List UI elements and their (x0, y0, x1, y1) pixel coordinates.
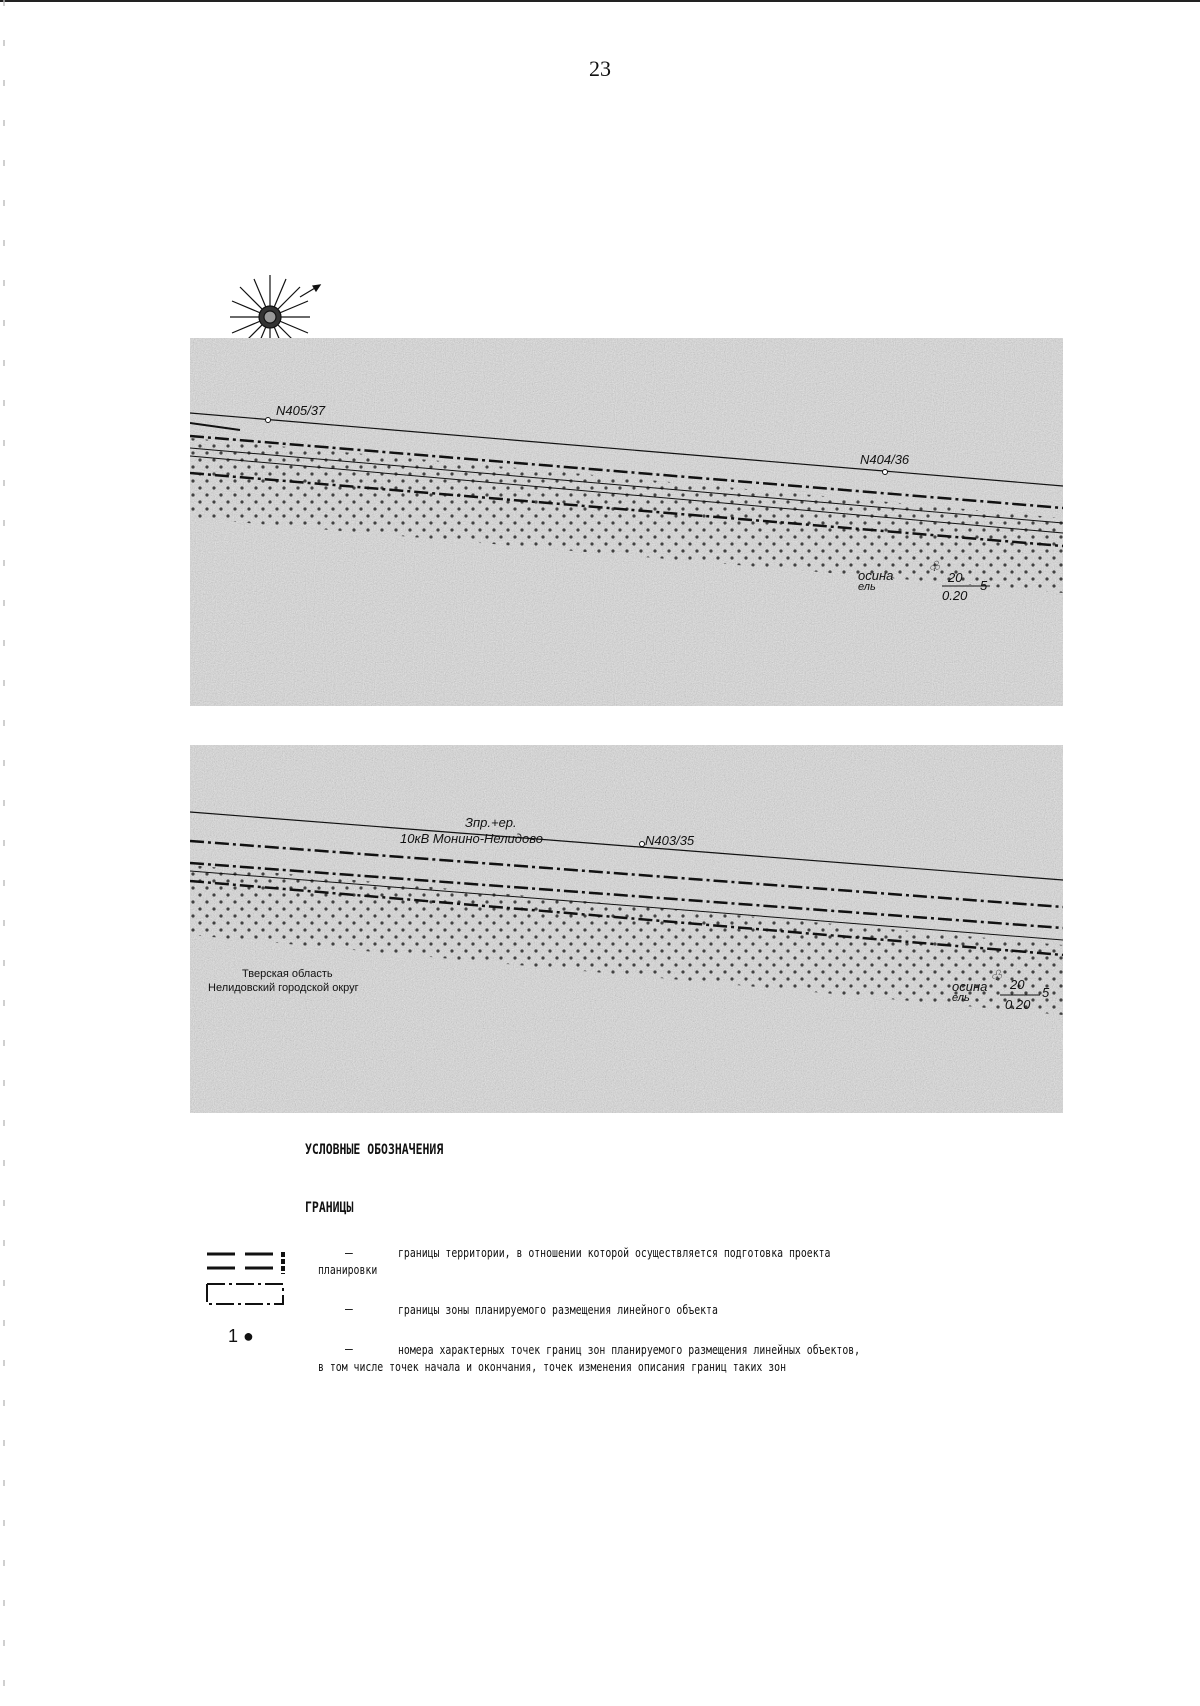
line-label-top: Зпр.+ер. (465, 815, 517, 830)
page-number: 23 (589, 56, 611, 81)
region-label-line1: Тверская область (242, 968, 333, 980)
tree-numerator: 20 (948, 570, 963, 585)
tree-numerator: 20 (1010, 977, 1025, 992)
point-dot-icon: ● (243, 1326, 254, 1346)
legend-item-3-line1: номера характерных точек границ зон планируемого размещения линейных объектов, (398, 1343, 861, 1357)
tree-species-label: осина (952, 979, 988, 994)
tree-suffix: 5 (980, 578, 988, 593)
tree-denominator: 0.20 (1005, 997, 1031, 1012)
point-label-n404: N404/36 (860, 452, 910, 467)
legend-dash-2: – (345, 1300, 353, 1316)
territory-boundary-symbol-icon (207, 1252, 283, 1274)
legend-item-3-line2: в том числе точек начала и окончания, точек изменения описания границ таких зон (318, 1360, 787, 1374)
legend-title: УСЛОВНЫЕ ОБОЗНАЧЕНИЯ (305, 1142, 444, 1158)
legend-item-2-line1: границы зоны планируемого размещения линейного объекта (398, 1303, 718, 1317)
legend-dash-3: – (345, 1340, 353, 1356)
legend-section-title: ГРАНИЦЫ (305, 1200, 354, 1216)
tree-symbol-icon: ♧ (990, 967, 1003, 983)
legend-symbols (205, 1248, 287, 1308)
tree-denominator: 0.20 (942, 588, 968, 603)
tree-symbol-icon: ♧ (928, 558, 941, 574)
legend-dash-1: – (345, 1244, 353, 1260)
power-line-label: 10кВ Монино-Нелидово (400, 831, 543, 846)
point-label-n403: N403/35 (645, 833, 695, 848)
point-number-symbol: 1 ● (228, 1326, 254, 1346)
tree-species-label-2: ель (858, 581, 876, 593)
legend-item-1-line2: планировки (318, 1263, 378, 1277)
zone-boundary-symbol-icon (207, 1284, 283, 1304)
tree-suffix: 5 (1042, 985, 1050, 1000)
map-fragment-bottom (190, 745, 1063, 1113)
tree-species-label-2: ель (952, 992, 970, 1004)
map-fragment-top (190, 338, 1063, 706)
tree-species-label: осина (858, 568, 894, 583)
legend-item-1-line1: границы территории, в отношении которой осуществляется подготовка проекта (398, 1246, 831, 1260)
scan-edge-marks (3, 0, 5, 1706)
top-border-line (0, 0, 1200, 2)
region-label-line2: Нелидовский городской округ (208, 982, 359, 994)
point-label-n405: N405/37 (276, 403, 326, 418)
